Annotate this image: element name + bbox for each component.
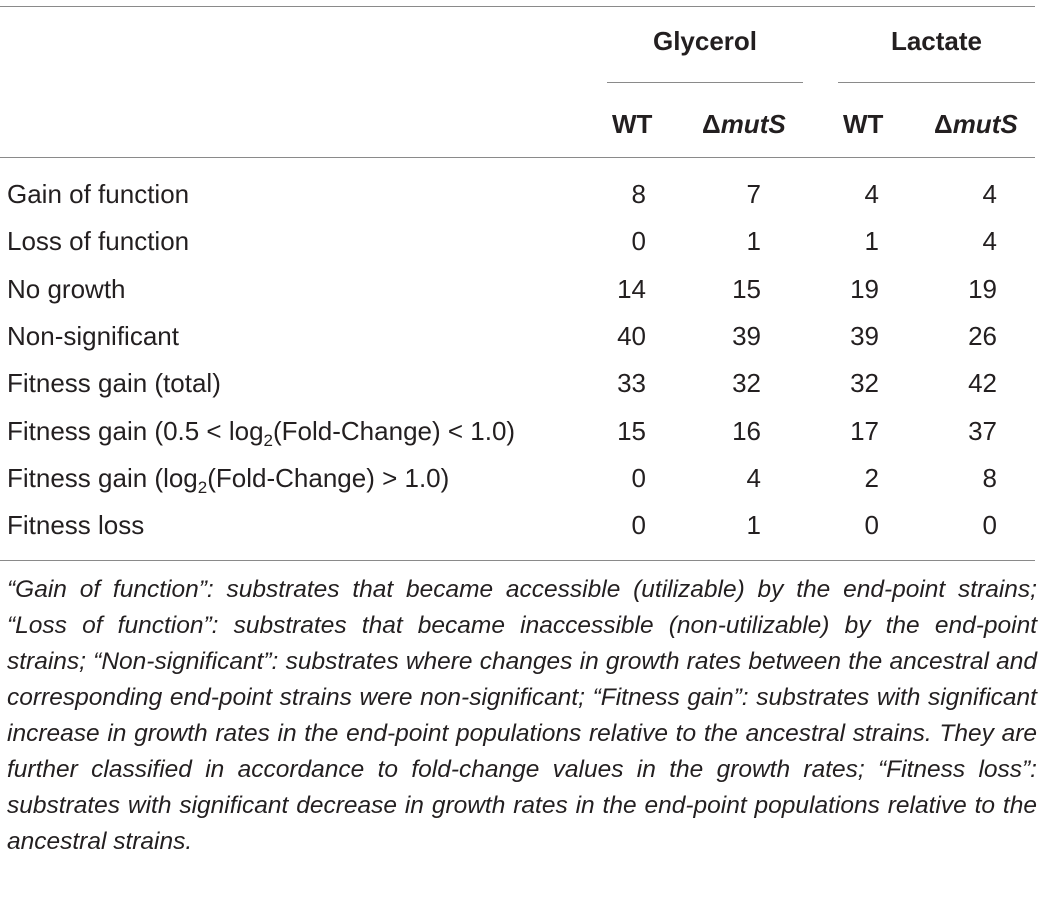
table-cell: 39	[850, 321, 879, 351]
table-cell: 0	[864, 510, 879, 540]
row-label: Gain of function	[7, 179, 190, 209]
table-cell: 8	[982, 463, 997, 493]
glycerol-group-rule	[607, 82, 803, 83]
table-cell: 37	[968, 416, 997, 446]
row-label: Fitness loss	[7, 510, 145, 540]
table-cell: 19	[850, 274, 879, 304]
table-cell: 26	[968, 321, 997, 351]
group-header-lactate: Lactate	[890, 26, 983, 56]
column-header-glycerol-wt	[612, 109, 652, 139]
table-cell: 0	[631, 226, 646, 256]
group-header-glycerol: Glycerol	[652, 26, 758, 56]
table-cell: 0	[631, 510, 646, 540]
column-header-main: WT	[843, 109, 884, 139]
column-header-lactate-wt	[843, 109, 883, 139]
table-bottom-rule	[0, 560, 1035, 561]
column-header-glycerol-mutS	[702, 109, 786, 139]
table-cell: 0	[631, 463, 646, 493]
top-rule	[0, 6, 1035, 7]
lactate-group-rule	[838, 82, 1035, 83]
column-header-prefix: Δ	[934, 109, 953, 139]
table-cell: 15	[617, 416, 646, 446]
row-label: Fitness gain $(0.5 < \log_2(Fold-Change) < 1.0)$	[7, 416, 516, 450]
table-cell: 7	[746, 179, 761, 209]
table-cell: 4	[864, 179, 879, 209]
table-cell: 32	[850, 368, 879, 398]
table-cell: 8	[631, 179, 646, 209]
table-cell: 1	[746, 510, 761, 540]
table-cell: 4	[982, 179, 997, 209]
column-header-lactate-mutS	[934, 109, 1018, 139]
table-cell: 1	[746, 226, 761, 256]
table-cell: 19	[968, 274, 997, 304]
table-cell: 4	[982, 226, 997, 256]
table-cell: 14	[617, 274, 646, 304]
row-label: Fitness gain $(\log_2(Fold-Change) > 1.0)$	[7, 463, 450, 497]
table-cell: 39	[732, 321, 761, 351]
table-cell: 42	[968, 368, 997, 398]
table-cell: 40	[617, 321, 646, 351]
table-cell: 4	[746, 463, 761, 493]
column-header-main: WT	[612, 109, 653, 139]
column-header-prefix: Δ	[702, 109, 721, 139]
header-bottom-rule	[0, 157, 1035, 158]
row-label: Non-significant	[7, 321, 179, 351]
column-header-main: mutS	[952, 109, 1018, 139]
table-cell: 33	[617, 368, 646, 398]
table-cell: 1	[864, 226, 879, 256]
table-cell: 15	[732, 274, 761, 304]
table-cell: 16	[732, 416, 761, 446]
row-label: Loss of function	[7, 226, 190, 256]
row-label: Fitness gain (total)	[7, 368, 221, 398]
row-label: No growth	[7, 274, 126, 304]
table-cell: 2	[864, 463, 879, 493]
table-cell: 0	[982, 510, 997, 540]
table-cell: 17	[850, 416, 879, 446]
column-header-main: mutS	[720, 109, 786, 139]
table-cell: 32	[732, 368, 761, 398]
table-footnote: “Gain of function”: substrates that became accessible (utilizable) by the end-point strains; “Loss of function”: substrates that became inaccessible (non-utilizable) by the end-point strains; “Non-significant”: substrates where changes in growth rates between the ancestral and corresponding end-point strains were non-significant; “Fitness gain”: substrates with significant increase in growth rates in the end-point populations relative to the ancestral strains. They are further classified in accordance to fold-change values in the growth rates; “Fitness loss”: substrates with significant decrease in growth rates in the end-point populations relative to the ancestral strains.	[7, 576, 1037, 855]
